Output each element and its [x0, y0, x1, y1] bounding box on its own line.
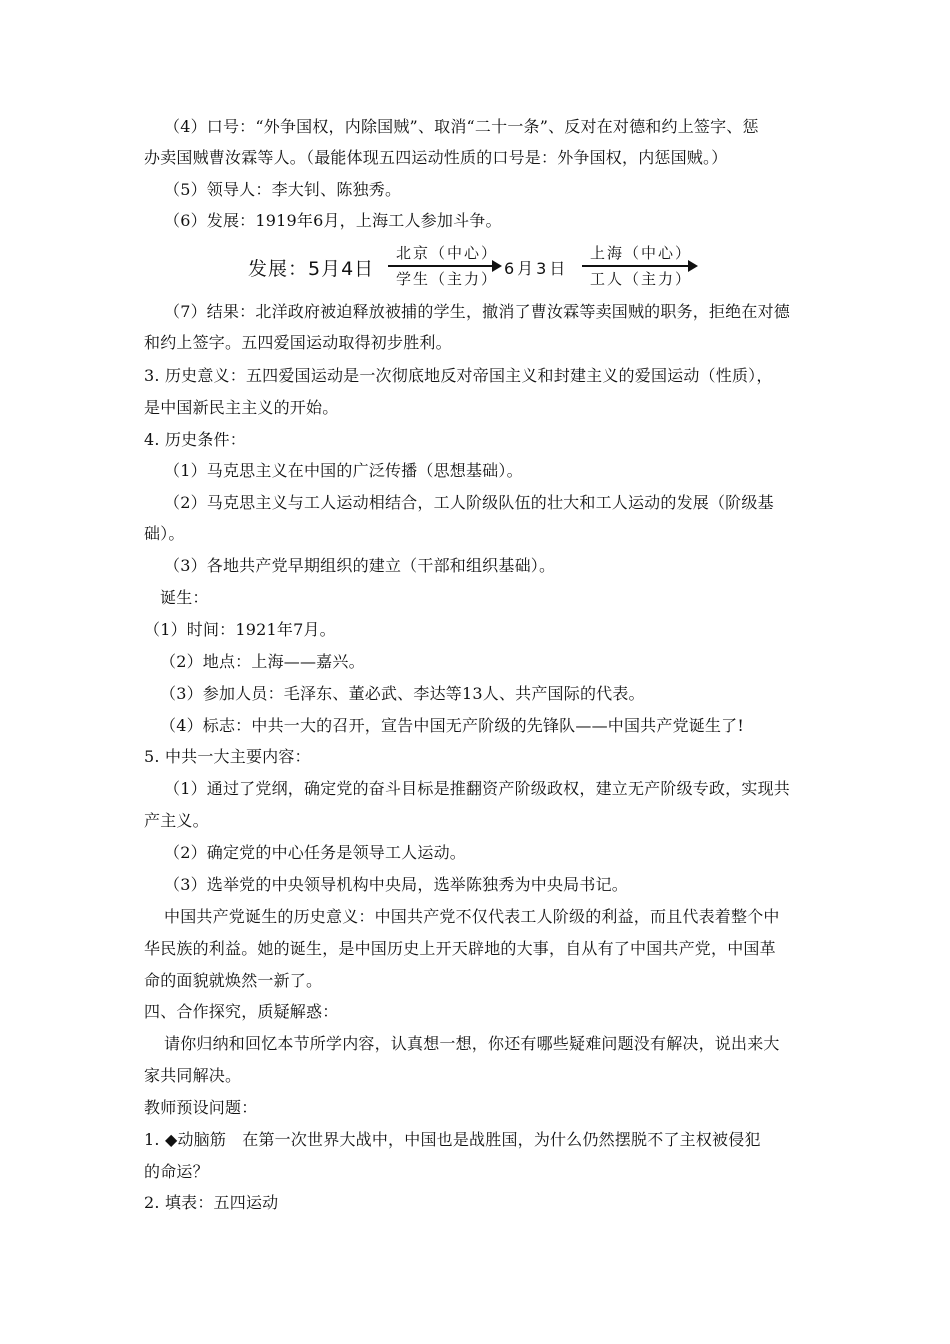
text-line: 家共同解决。 — [144, 1066, 242, 1085]
diagram-mid-date: 6月3日 — [504, 259, 569, 278]
development-diagram — [248, 238, 708, 294]
text-line: 和约上签字。五四爱国运动取得初步胜利。 — [144, 333, 452, 352]
text-line: （4）标志：中共一大的召开，宣告中国无产阶级的先锋队——中国共产党诞生了! — [160, 716, 745, 735]
diagram-stage2-top: 上海（中心） — [590, 244, 693, 262]
diagram-stage1-bottom: 学生（主力） — [396, 270, 499, 288]
text-line: 础）。 — [144, 524, 185, 543]
text-line: （7）结果：北洋政府被迫释放被捕的学生，撤消了曹汝霖等卖国贼的职务，拒绝在对德 — [164, 302, 790, 321]
text-line: 是中国新民主主义的开始。 — [144, 398, 339, 417]
text-line: 产主义。 — [144, 811, 209, 830]
text-line: 教师预设问题： — [144, 1098, 258, 1117]
diagram-lead: 发展：5月4日 — [248, 258, 375, 280]
text-line: 1. ◆动脑筋 在第一次世界大战中，中国也是战胜国，为什么仍然摆脱不了主权被侵犯 — [144, 1130, 761, 1149]
text-line: （5）领导人：李大钊、陈独秀。 — [164, 180, 402, 199]
text-line: （2）地点：上海——嘉兴。 — [160, 652, 365, 671]
diagram-arrow-2 — [582, 265, 696, 267]
text-line: 四、合作探究，质疑解惑： — [144, 1002, 339, 1021]
diagram-stage1-top: 北京（中心） — [396, 244, 499, 262]
text-line: 办卖国贼曹汝霖等人。（最能体现五四运动性质的口号是：外争国权，内惩国贼。） — [144, 148, 728, 167]
text-line: （1）通过了党纲，确定党的奋斗目标是推翻资产阶级政权，建立无产阶级专政，实现共 — [164, 779, 790, 798]
diagram-stage2-bottom: 工人（主力） — [590, 270, 693, 288]
text-line: （4）口号：“外争国权，内除国贼”、取消“二十一条”、反对在对德和约上签字、惩 — [164, 117, 759, 136]
text-line: 命的面貌就焕然一新了。 — [144, 971, 323, 990]
text-line: （6）发展：1919年6月，上海工人参加斗争。 — [164, 211, 502, 230]
text-line: 3. 历史意义：五四爱国运动是一次彻底地反对帝国主义和封建主义的爱国运动（性质）， — [144, 366, 773, 385]
text-line: 请你归纳和回忆本节所学内容，认真想一想，你还有哪些疑难问题没有解决，说出来大 — [164, 1034, 780, 1053]
text-line: （3）参加人员：毛泽东、董必武、李达等13人、共产国际的代表。 — [160, 684, 645, 703]
text-line: 诞生： — [160, 588, 209, 607]
text-line: 华民族的利益。她的诞生，是中国历史上开天辟地的大事，自从有了中国共产党，中国革 — [144, 939, 776, 958]
text-line: 的命运？ — [144, 1162, 209, 1181]
text-line: 2. 填表：五四运动 — [144, 1193, 279, 1212]
text-line: 中国共产党诞生的历史意义：中国共产党不仅代表工人阶级的利益，而且代表着整个中 — [164, 907, 780, 926]
text-line: 4. 历史条件： — [144, 430, 246, 449]
text-line: （3）选举党的中央领导机构中央局，选举陈独秀为中央局书记。 — [164, 875, 628, 894]
text-line: （2）马克思主义与工人运动相结合，工人阶级队伍的壮大和工人运动的发展（阶级基 — [164, 493, 774, 512]
text-line: （1）时间：1921年7月。 — [144, 620, 336, 639]
text-line: （1）马克思主义在中国的广泛传播（思想基础）。 — [164, 461, 523, 480]
text-line: 5. 中共一大主要内容： — [144, 747, 311, 766]
text-line: （3）各地共产党早期组织的建立（干部和组织基础）。 — [164, 556, 556, 575]
text-line: （2）确定党的中心任务是领导工人运动。 — [164, 843, 466, 862]
diagram-arrow-1 — [388, 265, 500, 267]
